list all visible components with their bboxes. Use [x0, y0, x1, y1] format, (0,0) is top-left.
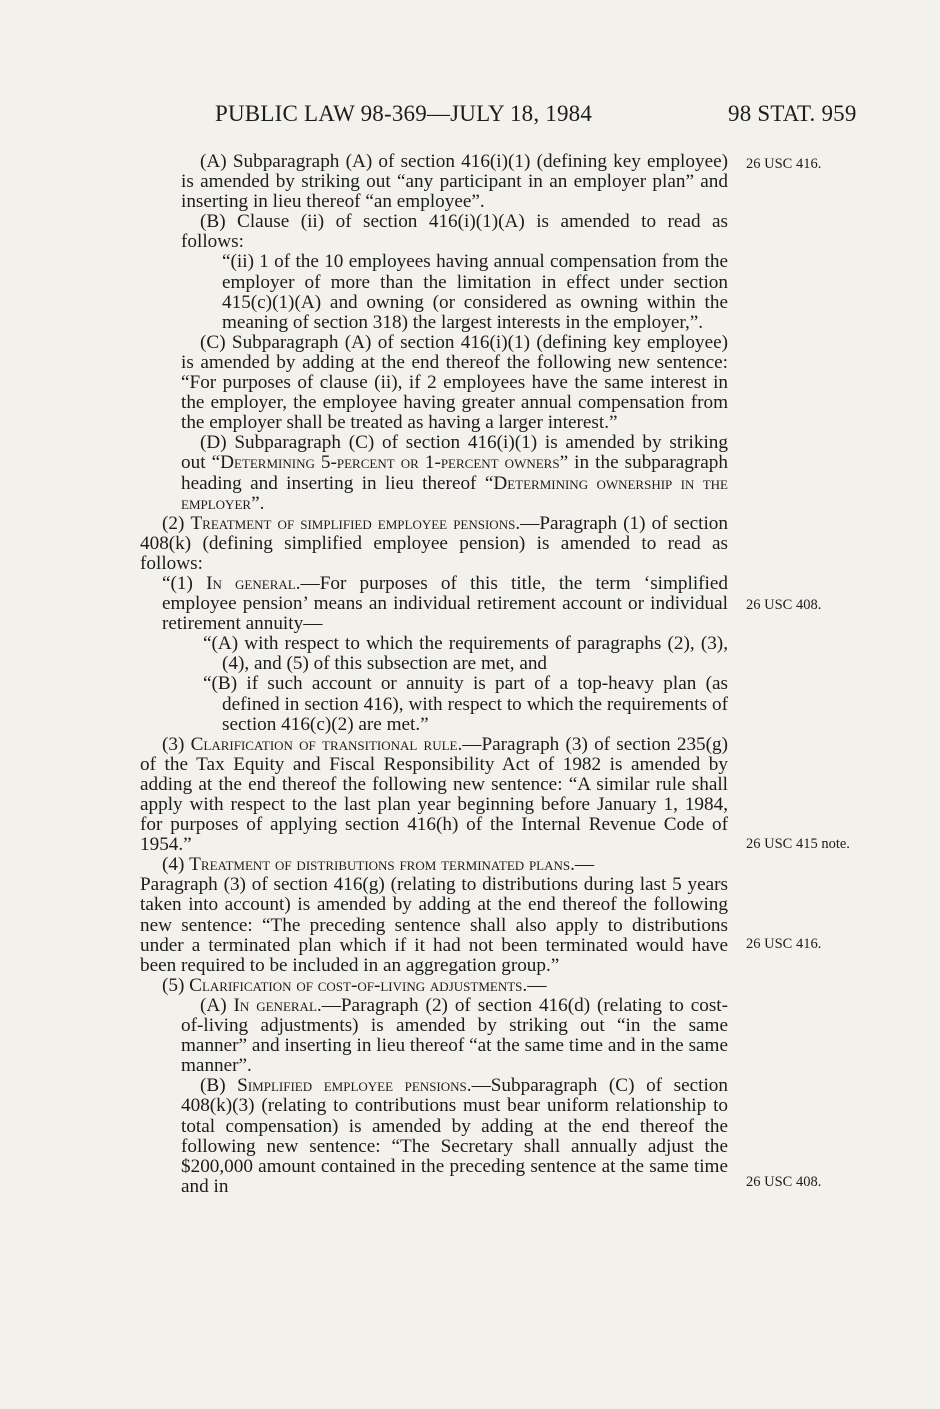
paragraph-2-1-b: “(B) if such account or annuity is part of a top-heavy plan (as defined in section 416), with respect to which the requirements of section 416(c)(2) are met.” — [203, 673, 728, 735]
paragraph-2-text: —Paragraph (1) of section 408(k) (defining simplified employee pension) is amended to read as follows: — [140, 512, 728, 574]
paragraph-2-1-number: “(1) — [162, 572, 207, 594]
paragraph-4-dash: — — [574, 854, 595, 876]
paragraph-2-1-heading: In general. — [206, 572, 301, 594]
paragraph-2-heading: Treatment of simplified employee pensions. — [190, 512, 521, 534]
subparagraph-d — [140, 433, 728, 513]
paragraph-2 — [140, 514, 728, 574]
paragraph-5-b-number: (B) — [200, 1075, 238, 1097]
paragraph-2-1 — [140, 574, 728, 634]
heading-old: Determining 5-percent or 1-percent owners — [220, 452, 560, 474]
margin-citation: 26 USC 408. — [746, 597, 822, 613]
margin-citation: 26 USC 408. — [746, 1174, 822, 1190]
subparagraph-c: (C) Subparagraph (A) of section 416(i)(1) (defining key employee) is amended by adding at the end thereof the following new sentence: “For purposes of clause (ii), if 2 employees have the same interest in the employer, the employee having greater annual compensation from the employer shall be treated as having a larger interest.” — [181, 331, 728, 434]
paragraph-4-text: Paragraph (3) of section 416(g) (relating to distributions during last 5 years taken into account) is amended by adding at the end thereof the following new sentence: “The preceding sentence shall also apply to distributions under a terminated plan which if it had not been terminated would have been required to be included in an aggregation group.” — [140, 874, 728, 976]
margin-citation: 26 USC 415 note. — [746, 836, 850, 852]
paragraph-4-number: (4) — [162, 854, 190, 876]
paragraph-5-a-text: —Paragraph (2) of section 416(d) (relating to cost-of-living adjustments) is amended by striking out “in the same manner” and inserting in lieu thereof “at the same time and in the same manner”. — [181, 994, 729, 1077]
page-number: 98 STAT. 959 — [728, 101, 857, 126]
clause-ii: “(ii) 1 of the 10 employees having annual compensation from the employer of more than the limitation in effect under section 415(c)(1)(A) and owning (or considered as owning within the meaning of section 318) the largest interests in the employer,”. — [222, 251, 728, 333]
paragraph-2-number: (2) — [162, 512, 191, 534]
margin-citation: 26 USC 416. — [746, 156, 822, 172]
subparagraph-b: (B) Clause (ii) of section 416(i)(1)(A) is amended to read as follows: — [181, 211, 728, 253]
paragraph-5-heading: Clarification of cost-of-living adjustments. — [189, 974, 528, 996]
paragraph-2-1-a: “(A) with respect to which the requirements of paragraphs (2), (3), (4), and (5) of this subsection are met, and — [203, 633, 728, 675]
paragraph-2-1-text: —For purposes of this title, the term ‘simplified employee pension’ means an individual retirement account or individual retirement annuity— — [162, 572, 729, 635]
paragraph-3 — [140, 735, 728, 856]
running-head: PUBLIC LAW 98-369—JULY 18, 1984 — [215, 101, 593, 126]
paragraph-5-b-text: —Subparagraph (C) of section 408(k)(3) (relating to contributions must bear uniform relationship to total compensation) is amended by adding at the end thereof the following new sentence: “The Secretary shall annually adjust the $200,000 amount contained in the preceding sentence at the same time and in — [181, 1075, 728, 1197]
paragraph-5-a-number: (A) — [200, 994, 234, 1016]
paragraph-5-a — [140, 996, 728, 1076]
paragraph-3-heading: Clarification of transitional rule. — [190, 733, 463, 755]
paragraph-4-heading: Treatment of distributions from terminated plans. — [189, 854, 575, 876]
paragraph-5-b — [140, 1076, 728, 1197]
subparagraph-d-text-2: ” in the subparagraph heading and inserting in lieu thereof “ — [181, 452, 728, 494]
paragraph-3-text: —Paragraph (3) of section 235(g) of the Tax Equity and Fiscal Responsibility Act of 1982 is amended by adding at the end thereof the following new sentence: “A similar rule shall apply with respect to the last plan year beginning before January 1, 1984, for purposes of applying section 416(h) of the Internal Revenue Code of 1954.” — [140, 733, 729, 856]
statute-body — [140, 152, 728, 1197]
paragraph-3-number: (3) — [162, 733, 191, 755]
subparagraph-d-text: (D) Subparagraph (C) of section 416(i)(1) is amended by striking out “ — [181, 432, 728, 474]
paragraph-4 — [140, 855, 728, 976]
subparagraph-a: (A) Subparagraph (A) of section 416(i)(1) (defining key employee) is amended by striking out “any participant in an employer plan” and inserting in lieu thereof “an employee”. — [181, 151, 728, 213]
subparagraph-d-end: ”. — [251, 492, 265, 514]
paragraph-5-b-heading: Simplified employee pensions. — [237, 1075, 472, 1097]
margin-citation: 26 USC 416. — [746, 936, 822, 952]
paragraph-5-number: (5) — [162, 974, 190, 996]
paragraph-5 — [140, 976, 728, 996]
paragraph-5-a-heading: In general. — [233, 994, 322, 1016]
heading-new: Determining ownership in the employer — [181, 472, 728, 514]
paragraph-5-dash: — — [527, 974, 547, 996]
